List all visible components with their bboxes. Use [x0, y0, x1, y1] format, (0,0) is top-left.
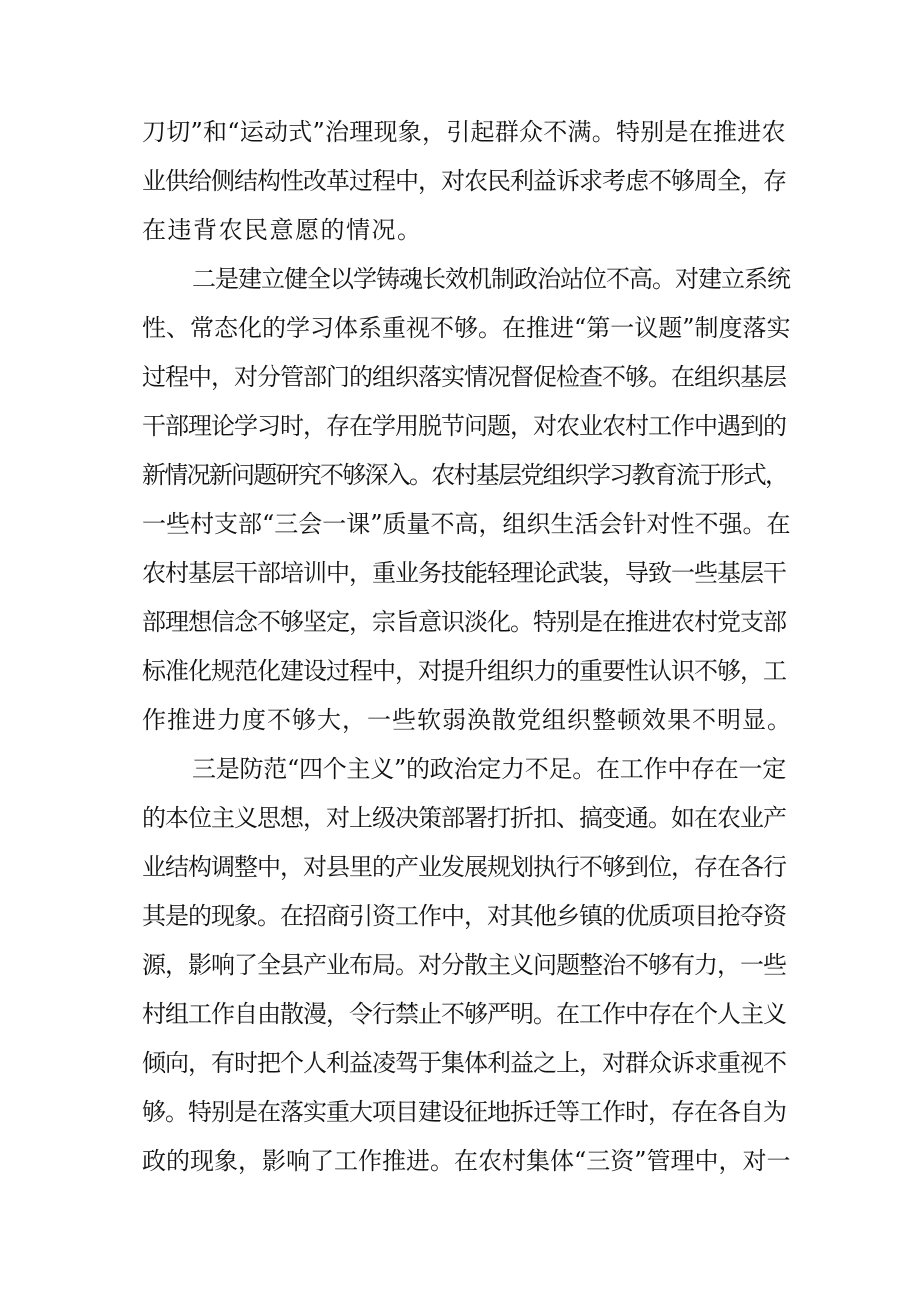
text-line: 一些村支部“三会一课”质量不高，组织生活会针对性不强。在 — [142, 510, 791, 538]
document-body — [142, 108, 792, 1186]
text-line: 在违背农民意愿的情况。 — [142, 216, 423, 244]
text-line: 刀切”和“运动式”治理现象，引起群众不满。特别是在推进农 — [142, 118, 786, 146]
text-line: 二是建立健全以学铸魂长效机制政治站位不高。对建立系统 — [192, 265, 790, 293]
text-line: 农村基层干部培训中，重业务技能轻理论武装，导致一些基层干 — [142, 559, 786, 587]
paragraph-3 — [142, 745, 792, 1186]
text-line: 倾向，有时把个人利益凌驾于集体利益之上，对群众诉求重视不 — [142, 1049, 786, 1077]
text-line: 过程中，对分管部门的组织落实情况督促检查不够。在组织基层 — [142, 363, 786, 391]
text-line: 新情况新问题研究不够深入。农村基层党组织学习教育流于形式， — [142, 461, 788, 489]
text-line: 业结构调整中，对县里的产业发展规划执行不够到位，存在各行 — [142, 853, 786, 881]
text-line: 标准化规范化建设过程中，对提升组织力的重要性认识不够，工 — [142, 657, 786, 685]
paragraph-2 — [142, 255, 792, 745]
text-line: 村组工作自由散漫，令行禁止不够严明。在工作中存在个人主义 — [142, 1000, 786, 1028]
text-line: 的本位主义思想，对上级决策部署打折扣、搞变通。如在农业产 — [142, 804, 786, 832]
text-line: 作推进力度不够大，一些软弱涣散党组织整顿效果不明显。 — [142, 706, 792, 734]
text-line: 干部理论学习时，存在学用脱节问题，对农业农村工作中遇到的 — [142, 412, 786, 440]
text-line: 性、常态化的学习体系重视不够。在推进“第一议题”制度落实 — [142, 314, 791, 342]
text-line: 其是的现象。在招商引资工作中，对其他乡镇的优质项目抢夺资 — [142, 902, 786, 930]
text-line: 三是防范“四个主义”的政治定力不足。在工作中存在一定 — [192, 755, 787, 783]
text-line: 业供给侧结构性改革过程中，对农民利益诉求考虑不够周全，存 — [142, 167, 786, 195]
paragraph-1 — [142, 108, 792, 255]
text-line: 部理想信念不够坚定，宗旨意识淡化。特别是在推进农村党支部 — [142, 608, 786, 636]
text-line: 政的现象，影响了工作推进。在农村集体“三资”管理中，对一 — [142, 1147, 791, 1175]
text-line: 够。特别是在落实重大项目建设征地拆迁等工作时，存在各自为 — [142, 1098, 786, 1126]
text-line: 源，影响了全县产业布局。对分散主义问题整治不够有力，一些 — [142, 951, 786, 979]
